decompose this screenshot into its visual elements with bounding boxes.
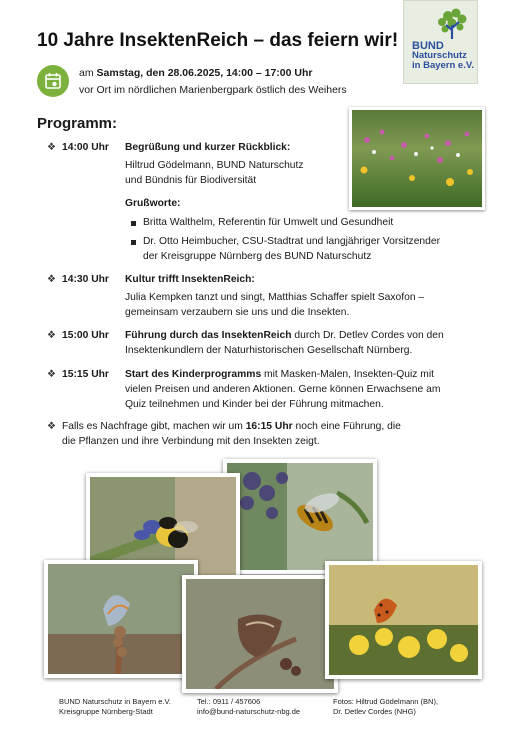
note-line [62,419,401,435]
bund-logo [403,0,478,84]
note-suffix: noch eine Führung, die [292,421,401,432]
diamond-bullet-icon: ❖ [47,369,56,380]
greetings-heading: Grußworte: [125,198,181,209]
item-text: gemeinsam verzaubern sie uns und die Insekten. [125,307,350,318]
logo-wordmark [412,41,474,71]
event-date [79,67,312,79]
logo-bund: BUND [412,40,444,52]
page-title: 10 Jahre InsektenReich – das feiern wir! [37,30,399,51]
footer-org [59,697,171,717]
item-title: Begrüßung und kurzer Rückblick: [125,142,291,153]
event-date-time: Samstag, den 28.06.2025, 14:00 – 17:00 Uhr [96,67,313,79]
square-bullet-icon [131,221,136,226]
note-prefix: Falls es Nachfrage gibt, machen wir um [62,421,246,432]
calendar-icon [37,65,69,97]
footer-photos-line1: Fotos: Hiltrud Gödelmann (BN), [333,697,439,706]
event-date-prefix: am [79,67,97,79]
program-heading: Programm: [37,115,118,132]
diamond-bullet-icon: ❖ [47,274,56,285]
note-line-2: die Pflanzen und ihre Verbindung mit den Insekten zeigt. [62,436,320,447]
item-title-line [125,367,434,383]
greeting-text: der Kreisgruppe Nürnberg des BUND Naturschutz [143,251,372,262]
footer-tel: Tel.: 0911 / 457606 [197,697,261,706]
square-bullet-icon [131,240,136,245]
item-text: vielen Preisen und anderen Aktionen. Gerne können Erwachsene am [125,384,441,395]
greeting-text: Britta Walthelm, Referentin für Umwelt und Gesundheit [143,217,394,228]
moth-photo [182,575,338,693]
copper-butterfly-photo [325,561,482,679]
meadow-photo [349,107,485,210]
hoverfly-photo [223,459,377,574]
item-title: Start des Kinderprogramms [125,369,262,380]
item-title: Führung durch das InsektenReich [125,330,292,341]
item-text: Julia Kempken tanzt und singt, Matthias Schaffer spielt Saxofon – [125,292,425,303]
footer-photo-credits [333,697,438,717]
greeting-text: Dr. Otto Heimbucher, CSU-Stadtrat und langjähriger Vorsitzender [143,236,441,247]
item-time: 15:15 Uhr [62,369,109,380]
item-text: und Bündnis für Biodiversität [125,175,257,186]
item-time: 14:00 Uhr [62,142,109,153]
footer-photos-line2: Dr. Detlev Cordes (NHG) [333,707,416,716]
event-location: vor Ort im nördlichen Marienbergpark östlich des Weihers [79,84,347,96]
item-text: Insektenkundlern der Naturhistorischen Gesellschaft Nürnberg. [125,345,413,356]
footer-org-line1: BUND Naturschutz in Bayern e.V. [59,697,171,706]
bund-tree-logo [404,3,479,43]
item-title-rest: mit Masken-Malen, Insekten-Quiz mit [261,369,434,380]
diamond-bullet-icon: ❖ [47,330,56,341]
item-text: Quiz teilnehmen und Kinder bei der Führung mitmachen. [125,399,384,410]
diamond-bullet-icon: ❖ [47,421,56,432]
item-title: Kultur trifft InsektenReich: [125,274,255,285]
calendar-icon-graphic [37,65,69,97]
note-time: 16:15 Uhr [245,421,293,432]
blue-butterfly-photo [44,560,198,678]
logo-bayern: in Bayern e.V. [412,60,474,71]
footer-org-line2: Kreisgruppe Nürnberg-Stadt [59,707,153,716]
footer-email[interactable]: info@bund-naturschutz-nbg.de [197,707,301,716]
item-title-rest: durch Dr. Detlev Cordes von den [291,330,444,341]
footer-contact [197,697,300,717]
item-time: 14:30 Uhr [62,274,109,285]
item-text: Hiltrud Gödelmann, BUND Naturschutz [125,160,304,171]
diamond-bullet-icon: ❖ [47,142,56,153]
logo-naturschutz: Naturschutz [412,50,467,61]
item-time: 15:00 Uhr [62,330,109,341]
item-title-line [125,328,444,344]
